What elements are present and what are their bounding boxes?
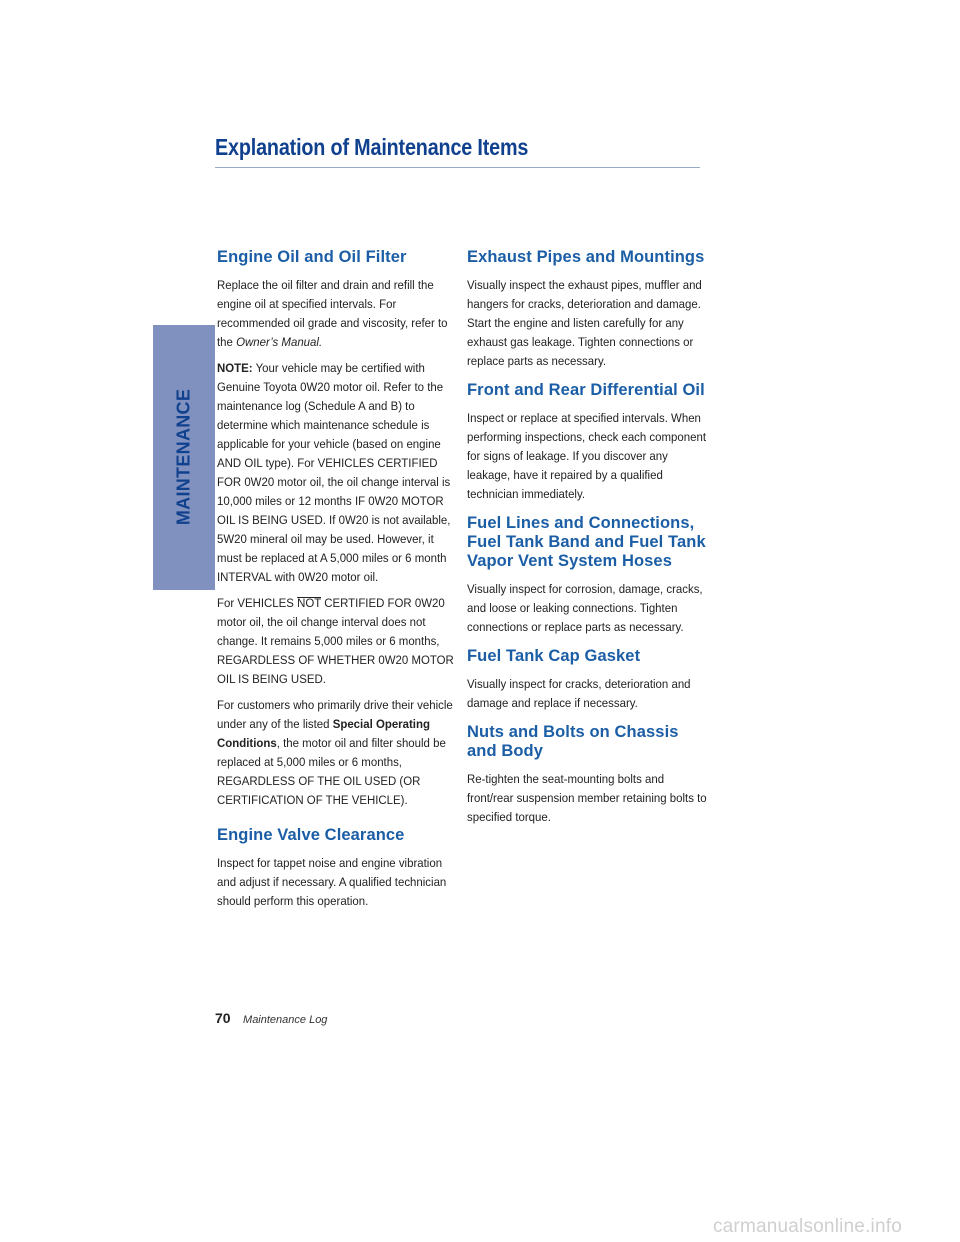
paragraph-valve-clearance: Inspect for tappet noise and engine vibration and adjust if necessary. A qualified technician should perform this operation. bbox=[217, 856, 447, 908]
page-number: 70 bbox=[215, 1010, 231, 1026]
section-side-tab bbox=[153, 325, 215, 590]
heading-differential: Front and Rear Differential Oil bbox=[467, 381, 705, 399]
paragraph-differential: Inspect or replace at specified intervals. When performing inspections, check each component for signs of leakage. If you discover any leakage, have it repaired by a qualified technician immediately. bbox=[467, 411, 707, 501]
footer-label: Maintenance Log bbox=[243, 1014, 328, 1026]
page-title: Explanation of Maintenance Items bbox=[215, 134, 529, 160]
left-column bbox=[217, 248, 455, 921]
not-underlined: NOT bbox=[297, 596, 322, 610]
paragraph-fuel-lines: Visually inspect for corrosion, damage, cracks, and loose or leaking connections. Tighten connections or replace parts as necessary. bbox=[467, 582, 703, 634]
paragraph-oil-special-conditions: For customers who primarily drive their vehicle under any of the listed Special Operating Conditions, the motor oil and filter should be replaced at 5,000 miles or 6 months, REGARDLESS OF THE OIL USED (OR CERTIFICATION OF THE VEHICLE). bbox=[217, 698, 453, 807]
special-conditions-bold: Special Operating Conditions bbox=[217, 717, 430, 750]
section-engine-oil bbox=[217, 248, 455, 810]
owners-manual-ref: Owner’s Manual. bbox=[236, 335, 323, 349]
section-nuts-bolts bbox=[467, 723, 707, 827]
watermark: carmanualsonline.info bbox=[712, 1216, 902, 1237]
side-tab-label: MAINTENANCE bbox=[173, 388, 194, 526]
title-divider bbox=[215, 167, 700, 168]
page-footer bbox=[215, 1010, 327, 1028]
paragraph-fuel-cap: Visually inspect for cracks, deterioration and damage and replace if necessary. bbox=[467, 677, 691, 710]
paragraph-oil-intro: Replace the oil filter and drain and refill the engine oil at specified intervals. For recommended oil grade and viscosity, refer to the Owner’s Manual. bbox=[217, 278, 448, 349]
section-valve-clearance bbox=[217, 826, 455, 911]
section-differential bbox=[467, 381, 707, 504]
heading-engine-oil: Engine Oil and Oil Filter bbox=[217, 248, 407, 266]
paragraph-oil-not-certified: For VEHICLES NOT CERTIFIED FOR 0W20 motor oil, the oil change interval does not change. It remains 5,000 miles or 6 months, REGARDLESS OF WHETHER 0W20 MOTOR OIL IS BEING USED. bbox=[217, 596, 454, 686]
paragraph-nuts-bolts: Re-tighten the seat-mounting bolts and front/rear suspension member retaining bolts to specified torque. bbox=[467, 772, 707, 824]
section-fuel-cap bbox=[467, 647, 707, 713]
paragraph-oil-note: NOTE: Your vehicle may be certified with Genuine Toyota 0W20 motor oil. Refer to the maintenance log (Schedule A and B) to determine which maintenance schedule is applicable for your vehicle (based on engine AND OIL type). For VEHICLES CERTIFIED FOR 0W20 motor oil, the oil change interval is 10,000 miles or 12 months IF 0W20 MOTOR OIL IS BEING USED. If 0W20 is not available, 5W20 mineral oil may be used. However, it must be replaced at A 5,000 miles or 6 month INTERVAL with 0W20 motor oil. bbox=[217, 361, 451, 584]
heading-fuel-cap: Fuel Tank Cap Gasket bbox=[467, 647, 641, 665]
paragraph-exhaust: Visually inspect the exhaust pipes, muffler and hangers for cracks, deterioration and damage. Start the engine and listen carefully for any exhaust gas leakage. Tighten connections or replace parts as necessary. bbox=[467, 278, 702, 368]
heading-exhaust: Exhaust Pipes and Mountings bbox=[467, 248, 705, 266]
heading-nuts-bolts: Nuts and Bolts on Chassis and Body bbox=[467, 723, 679, 760]
note-label: NOTE: bbox=[217, 361, 253, 375]
heading-valve-clearance: Engine Valve Clearance bbox=[217, 826, 405, 844]
section-exhaust bbox=[467, 248, 707, 371]
heading-fuel-lines: Fuel Lines and Connections, Fuel Tank Band and Fuel Tank Vapor Vent System Hoses bbox=[467, 514, 706, 570]
right-column bbox=[467, 248, 707, 837]
section-fuel-lines bbox=[467, 514, 707, 637]
